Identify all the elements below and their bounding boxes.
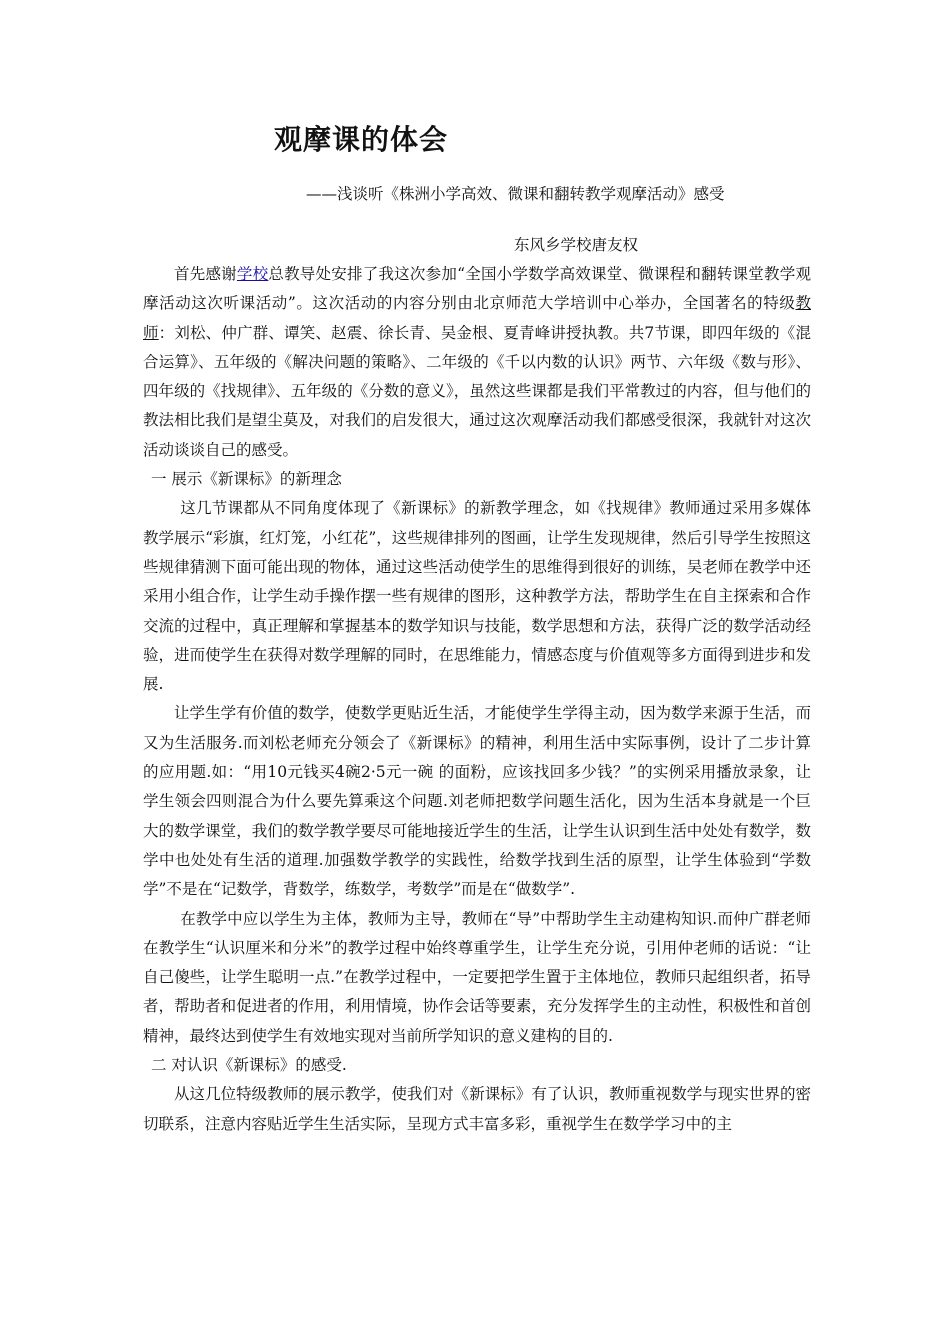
school-link[interactable]: 学校	[236, 265, 269, 283]
paragraph-new-standard: 从这几位特级教师的展示教学，使我们对《新课标》有了认识，教师重视数学与现实世界的密切联系，注意内容贴近学生生活实际，呈现方式丰富多彩，重视学生在数学学习中的主	[143, 1085, 811, 1133]
intro-text-middle: 总教导处安排了我这次参加“全国小学数学高效课堂、微课程和翻转课堂教学观摩活动这次听课活动”。这次活动的内容分别由北京师范大学培训中心举办，全国著名的特级	[143, 265, 811, 313]
paragraph-student-subject: 在教学中应以学生为主体，教师为主导，教师在“导”中帮助学生主动建构知识.而仲广群老师在教学生“认识厘米和分米”的教学过程中始终尊重学生，让学生充分说，引用仲老师的话说：“让自己傻些，让学生聪明一点.”在教学过程中，一定要把学生置于主体地位，教师只起组织者，拓导者，帮助者和促进者的作用，利用情境，协作会话等要素，充分发挥学生的主动性，积极性和首创精神，最终达到使学生有效地实现对当前所学知识的意义建构的目的.	[143, 909, 811, 1045]
paragraph-new-concepts: 这几节课都从不同角度体现了《新课标》的新教学理念，如《找规律》教师通过采用多媒体教学展示“彩旗，红灯笼，小红花”，这些规律排列的图画，让学生发现规律，然后引导学生按照这些规律猜测下面可能出现的物体，通过这些活动使学生的思维得到很好的训练，吴老师在教学中还采用小组合作，让学生动手操作摆一些有规律的图形，这种教学方法，帮助学生在自主探索和合作交流的过程中，真正理解和掌握基本的数学知识与技能，数学思想和方法，获得广泛的数学活动经验，进而使学生在获得对数学理解的同时，在思维能力，情感态度与价值观等多方面得到进步和发展.	[143, 499, 811, 694]
intro-text-start: 首先感谢	[174, 265, 237, 283]
document-title: 观摩课的体会	[274, 123, 449, 156]
teacher-link[interactable]: 教师	[143, 294, 811, 342]
author-line: 东风乡学校唐友权	[514, 236, 639, 254]
section-heading-1: 一 展示《新课标》的新理念	[151, 470, 342, 489]
paragraph-life-math: 让学生学有价值的数学，使数学更贴近生活，才能使学生学得主动，因为数学来源于生活，而又为生活服务.而刘松老师充分领会了《新课标》的精神，利用生活中实际事例，设计了二步计算的应用题.如：“用10元钱买4碗2·5元一碗 的面粉，应该找回多少钱？”的实例采用播放录象，让学生领会四则混合为什么要先算乘这个问题.刘老师把数学问题生活化，因为生活本身就是一个巨大的数学课堂，我们的数学教学要尽可能地接近学生的生活，让学生认识到生活中处处有数学，数学中也处处有生活的道理.加强数学教学的实践性，给数学找到生活的原型，让学生体验到“学数学”不是在“记数学，背数学，练数学，考数学”而是在“做数学”.	[143, 704, 811, 899]
document-subtitle: ——浅谈听《株洲小学高效、微课和翻转教学观摩活动》感受	[306, 185, 725, 203]
paragraph-intro	[143, 260, 811, 465]
intro-text-end: ：刘松、仲广群、谭笑、赵震、徐长青、吴金根、夏青峰讲授执教。共7节课，即四年级的《混合运算》、五年级的《解决问题的策略》、二年级的《千以内数的认识》两节、六年级《数与形》、四年级的《找规律》、五年级的《分数的意义》，虽然这些课都是我们平常教过的内容，但与他们的教法相比我们是望尘莫及，对我们的启发很大，通过这次观摩活动我们都感受很深，我就针对这次活动谈谈自己的感受。	[143, 323, 811, 459]
section-heading-2: 二 对认识《新课标》的感受.	[151, 1056, 347, 1075]
document-body	[143, 260, 811, 1139]
